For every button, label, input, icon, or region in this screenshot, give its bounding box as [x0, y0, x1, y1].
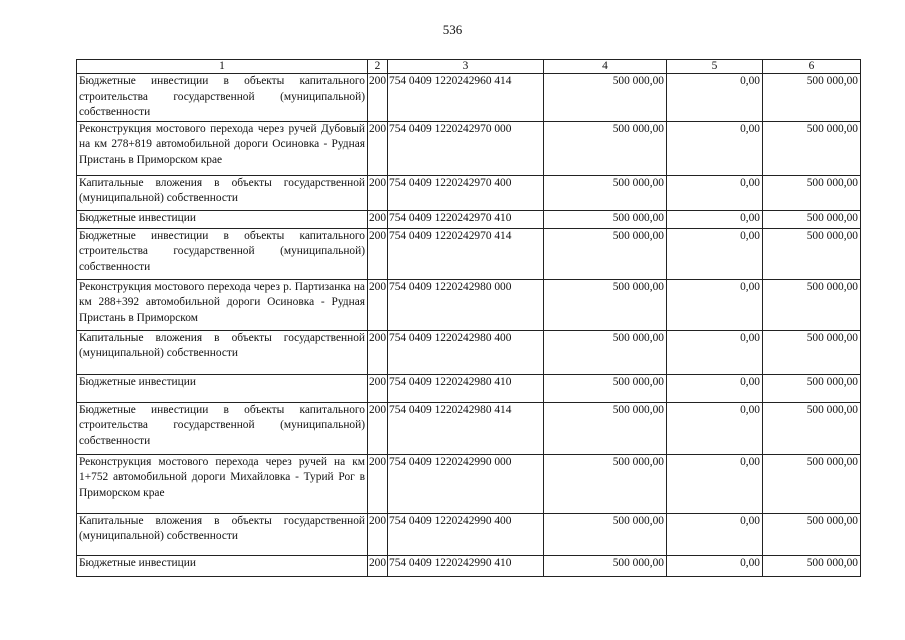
- table-row: [77, 330, 861, 374]
- row-value-6: 500 000,00: [763, 330, 861, 374]
- row-budget-code: 754 0409 1220242970 410: [388, 210, 544, 228]
- row-value-6: 500 000,00: [763, 555, 861, 576]
- row-name: Капитальные вложения в объекты государственной (муниципальной) собственности: [77, 513, 368, 555]
- row-value-5: 0,00: [667, 228, 763, 279]
- column-header: 4: [544, 60, 667, 74]
- page-number: 536: [442, 22, 463, 37]
- row-value-4: 500 000,00: [544, 454, 667, 513]
- row-value-4: 500 000,00: [544, 555, 667, 576]
- table-row: [77, 555, 861, 576]
- row-group-code: 200: [368, 279, 388, 330]
- row-value-5: 0,00: [667, 513, 763, 555]
- row-group-code: 200: [368, 402, 388, 454]
- row-name: Бюджетные инвестиции: [77, 374, 368, 402]
- row-budget-code: 754 0409 1220242970 000: [388, 121, 544, 175]
- row-group-code: 200: [368, 555, 388, 576]
- row-budget-code: 754 0409 1220242990 000: [388, 454, 544, 513]
- row-value-6: 500 000,00: [763, 402, 861, 454]
- column-header: 3: [388, 60, 544, 74]
- row-value-5: 0,00: [667, 402, 763, 454]
- row-value-6: 500 000,00: [763, 210, 861, 228]
- row-budget-code: 754 0409 1220242990 410: [388, 555, 544, 576]
- row-group-code: 200: [368, 513, 388, 555]
- row-value-5: 0,00: [667, 175, 763, 210]
- row-name: Бюджетные инвестиции в объекты капитального строительства государственной (муниципальной) собственности: [77, 74, 368, 122]
- row-value-4: 500 000,00: [544, 374, 667, 402]
- column-header: 2: [368, 60, 388, 74]
- table-row: [77, 374, 861, 402]
- row-value-4: 500 000,00: [544, 175, 667, 210]
- row-value-4: 500 000,00: [544, 330, 667, 374]
- row-value-6: 500 000,00: [763, 228, 861, 279]
- row-budget-code: 754 0409 1220242980 414: [388, 402, 544, 454]
- row-value-6: 500 000,00: [763, 279, 861, 330]
- row-name: Реконструкция мостового перехода через ручей на км 1+752 автомобильной дороги Михайловка - Турий Рог в Приморском крае: [77, 454, 368, 513]
- row-value-4: 500 000,00: [544, 121, 667, 175]
- row-budget-code: 754 0409 1220242980 410: [388, 374, 544, 402]
- row-value-6: 500 000,00: [763, 374, 861, 402]
- row-value-5: 0,00: [667, 74, 763, 122]
- row-group-code: 200: [368, 330, 388, 374]
- row-group-code: 200: [368, 175, 388, 210]
- row-name: Капитальные вложения в объекты государственной (муниципальной) собственности: [77, 175, 368, 210]
- row-value-6: 500 000,00: [763, 513, 861, 555]
- row-value-5: 0,00: [667, 121, 763, 175]
- row-name: Капитальные вложения в объекты государственной (муниципальной) собственности: [77, 330, 368, 374]
- row-value-6: 500 000,00: [763, 74, 861, 122]
- row-value-6: 500 000,00: [763, 121, 861, 175]
- row-name: Бюджетные инвестиции: [77, 210, 368, 228]
- row-value-5: 0,00: [667, 374, 763, 402]
- row-budget-code: 754 0409 1220242970 400: [388, 175, 544, 210]
- row-value-4: 500 000,00: [544, 74, 667, 122]
- row-group-code: 200: [368, 121, 388, 175]
- table-row: [77, 454, 861, 513]
- column-header: 1: [77, 60, 368, 74]
- row-group-code: 200: [368, 74, 388, 122]
- row-group-code: 200: [368, 228, 388, 279]
- budget-table: [76, 59, 861, 577]
- table-row: [77, 513, 861, 555]
- table-row: [77, 402, 861, 454]
- row-value-6: 500 000,00: [763, 175, 861, 210]
- row-value-5: 0,00: [667, 330, 763, 374]
- table-row: [77, 121, 861, 175]
- row-value-4: 500 000,00: [544, 210, 667, 228]
- row-name: Бюджетные инвестиции: [77, 555, 368, 576]
- row-budget-code: 754 0409 1220242970 414: [388, 228, 544, 279]
- row-value-4: 500 000,00: [544, 279, 667, 330]
- row-budget-code: 754 0409 1220242960 414: [388, 74, 544, 122]
- column-header: 6: [763, 60, 861, 74]
- row-value-4: 500 000,00: [544, 402, 667, 454]
- row-name: Бюджетные инвестиции в объекты капитального строительства государственной (муниципальной) собственности: [77, 402, 368, 454]
- row-budget-code: 754 0409 1220242980 400: [388, 330, 544, 374]
- row-name: Бюджетные инвестиции в объекты капитального строительства государственной (муниципальной) собственности: [77, 228, 368, 279]
- table-row: [77, 210, 861, 228]
- row-value-6: 500 000,00: [763, 454, 861, 513]
- row-value-5: 0,00: [667, 555, 763, 576]
- row-name: Реконструкция мостового перехода через ручей Дубовый на км 278+819 автомобильной дороги Осиновка - Рудная Пристань в Приморском крае: [77, 121, 368, 175]
- row-value-4: 500 000,00: [544, 228, 667, 279]
- row-group-code: 200: [368, 454, 388, 513]
- row-value-5: 0,00: [667, 279, 763, 330]
- row-value-4: 500 000,00: [544, 513, 667, 555]
- row-value-5: 0,00: [667, 454, 763, 513]
- row-group-code: 200: [368, 374, 388, 402]
- table-row: [77, 175, 861, 210]
- table-header-row: [77, 60, 861, 74]
- row-value-5: 0,00: [667, 210, 763, 228]
- row-budget-code: 754 0409 1220242980 000: [388, 279, 544, 330]
- column-header: 5: [667, 60, 763, 74]
- table-row: [77, 74, 861, 122]
- row-name: Реконструкция мостового перехода через р. Партизанка на км 288+392 автомобильной дороги Осиновка - Рудная Пристань в Приморском: [77, 279, 368, 330]
- row-budget-code: 754 0409 1220242990 400: [388, 513, 544, 555]
- table-row: [77, 228, 861, 279]
- table-row: [77, 279, 861, 330]
- row-group-code: 200: [368, 210, 388, 228]
